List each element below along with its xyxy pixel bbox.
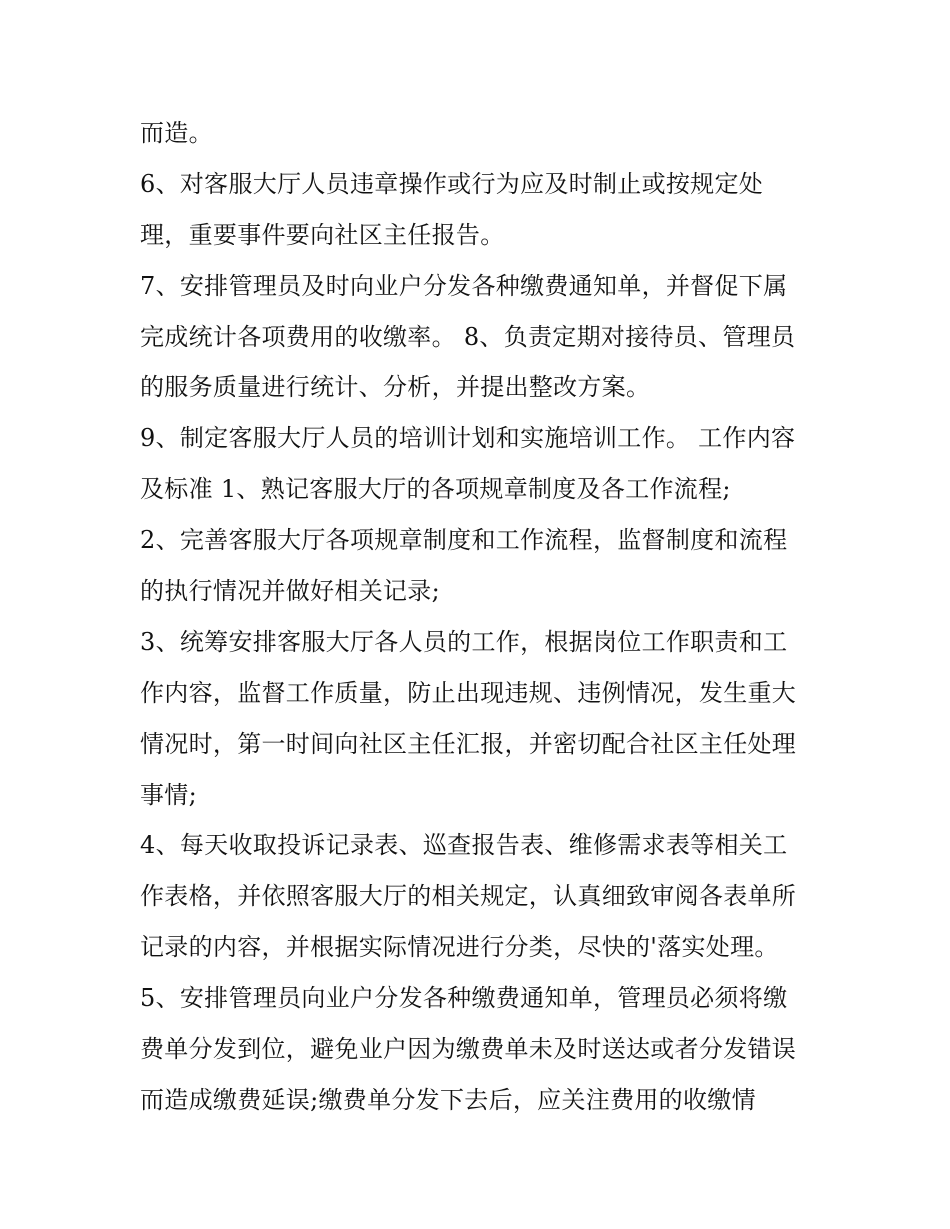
text-line: 的服务质量进行统计、分析，并提出整改方案。 [140, 373, 651, 402]
text-line: 及标准 1、熟记客服大厅的各项规章制度及各工作流程; [140, 475, 731, 504]
text-line: 3、统筹安排客服大厅各人员的工作，根据岗位工作职责和工 [140, 627, 788, 656]
text-line: 6、对客服大厅人员违章操作或行为应及时制止或按规定处 [140, 169, 764, 198]
text-line: 理，重要事件要向社区主任报告。 [140, 220, 505, 249]
text-line: 而造成缴费延误;缴费单分发下去后，应关注费用的收缴情 [140, 1085, 756, 1114]
text-line: 7、安排管理员及时向业户分发各种缴费通知单，并督促下属 [140, 271, 788, 300]
text-line: 4、每天收取投诉记录表、巡查报告表、维修需求表等相关工 [140, 831, 788, 860]
text-line: 作内容，监督工作质量，防止出现违规、违例情况，发生重大 [140, 678, 797, 707]
text-line: 9、制定客服大厅人员的培训计划和实施培训工作。 工作内容 [140, 424, 796, 453]
text-line: 5、安排管理员向业户分发各种缴费通知单，管理员必须将缴 [140, 984, 788, 1013]
document-body [140, 108, 820, 1126]
text-line: 而造。 [140, 119, 213, 147]
text-line: 的执行情况并做好相关记录; [140, 577, 440, 606]
text-line: 记录的内容，并根据实际情况进行分类，尽快的'落实处理。 [140, 933, 779, 962]
text-line: 情况时，第一时间向社区主任汇报，并密切配合社区主任处理 [140, 729, 797, 758]
text-line: 2、完善客服大厅各项规章制度和工作流程，监督制度和流程 [140, 526, 788, 555]
text-line: 完成统计各项费用的收缴率。 8、负责定期对接待员、管理员 [140, 322, 796, 351]
text-line: 事情; [140, 780, 197, 809]
text-line: 作表格，并依照客服大厅的相关规定，认真细致审阅各表单所 [140, 882, 797, 911]
text-line: 费单分发到位，避免业户因为缴费单未及时送达或者分发错误 [140, 1035, 797, 1064]
